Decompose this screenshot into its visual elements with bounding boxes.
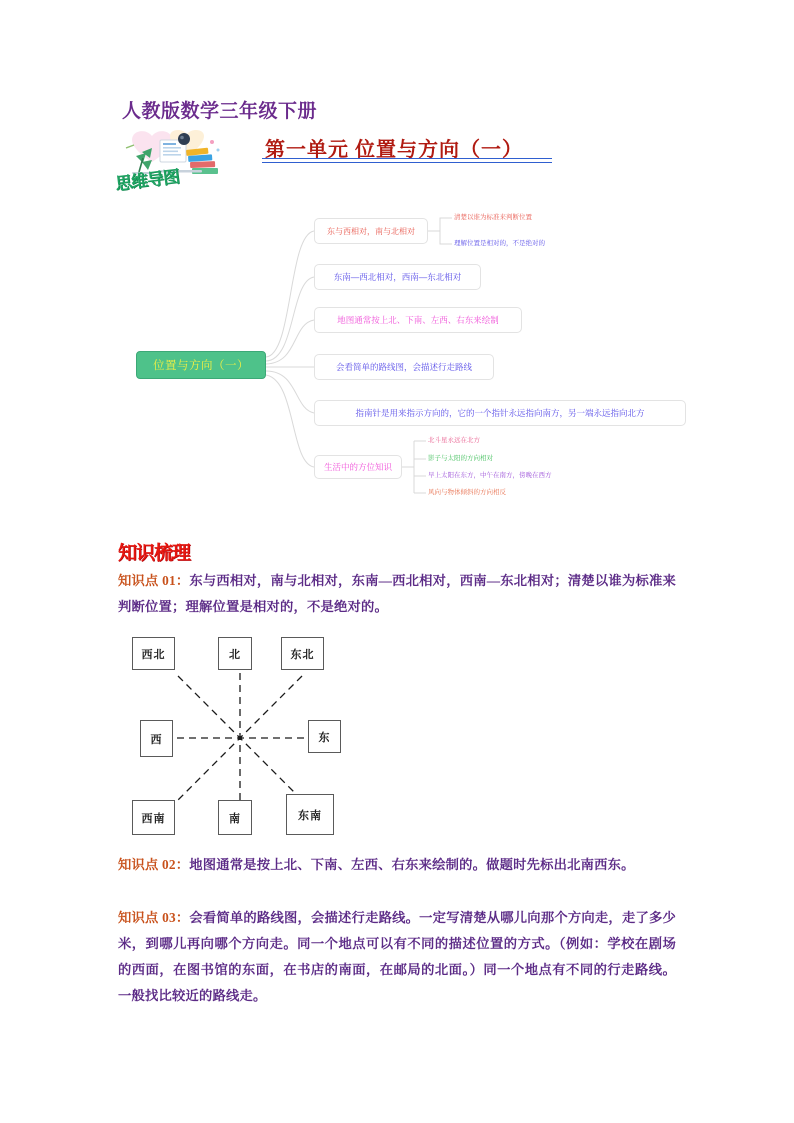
compass-box-east bbox=[308, 720, 341, 753]
mindmap-leaf-6-1: 北斗星永远在北方 bbox=[428, 437, 480, 444]
mindmap-branch-1 bbox=[314, 218, 428, 244]
mindmap-branch-4-label: 会看简单的路线图，会描述行走路线 bbox=[335, 362, 472, 372]
compass-box-northwest bbox=[132, 637, 175, 670]
knowledge-point-01 bbox=[118, 568, 676, 620]
compass-label-southeast: 东南 bbox=[298, 809, 322, 822]
mindmap-leaf-1-2: 理解位置是相对的，不是绝对的 bbox=[454, 240, 545, 247]
mindmap-badge bbox=[112, 126, 230, 198]
mindmap-branch-2-label: 东南—西北相对，西南—东北相对 bbox=[333, 272, 462, 282]
compass-label-west: 西 bbox=[150, 733, 163, 746]
compass-label-northeast: 东北 bbox=[290, 648, 315, 661]
mindmap-branch-3-label: 地图通常按上北、下南、左西、右东来绘制 bbox=[337, 315, 499, 325]
compass-label-northwest: 西北 bbox=[141, 648, 166, 661]
mindmap-branch-5 bbox=[314, 400, 686, 426]
compass-diagram bbox=[122, 628, 372, 843]
knowledge-point-02-text: 地图通常是按上北、下南、左西、右东来绘制的。做题时先标出北南西东。 bbox=[189, 857, 635, 872]
mindmap-root-label: 位置与方向（一） bbox=[153, 360, 249, 372]
section-heading: 知识梳理 bbox=[118, 543, 191, 564]
mindmap-diagram bbox=[118, 205, 688, 525]
mindmap-branch-4 bbox=[314, 354, 494, 380]
knowledge-point-03 bbox=[118, 905, 676, 1009]
compass-box-south bbox=[218, 800, 252, 835]
mindmap-badge-label: 思维导图 bbox=[114, 167, 181, 194]
knowledge-point-01-text: 东与西相对，南与北相对，东南—西北相对，西南—东北相对；清楚以谁为标准来判断位置；理解位置是相对的，不是绝对的。 bbox=[118, 573, 676, 614]
page-title: 第一单元 位置与方向（一） bbox=[265, 139, 523, 161]
mindmap-branch-3 bbox=[314, 307, 522, 333]
mindmap-branch-6-label: 生活中的方位知识 bbox=[323, 462, 392, 472]
knowledge-point-02-label: 知识点 02： bbox=[118, 857, 190, 872]
compass-box-southeast bbox=[286, 794, 334, 835]
knowledge-point-03-label: 知识点 03： bbox=[118, 910, 190, 925]
title-double-underline bbox=[262, 158, 552, 163]
compass-label-east: 东 bbox=[318, 731, 331, 744]
compass-label-southwest: 西南 bbox=[141, 812, 166, 825]
compass-box-northeast bbox=[281, 637, 324, 670]
compass-label-south: 南 bbox=[229, 812, 241, 825]
mindmap-leaf-6-3: 早上太阳在东方，中午在南方，傍晚在西方 bbox=[428, 472, 552, 479]
mindmap-root-node bbox=[136, 351, 266, 379]
compass-label-north: 北 bbox=[229, 648, 241, 661]
mindmap-leaf-6-4: 风向与物体倾斜的方向相反 bbox=[428, 489, 506, 496]
mindmap-leaf-6-2: 影子与太阳的方向相对 bbox=[428, 455, 493, 462]
compass-box-north bbox=[218, 637, 252, 670]
mindmap-leaf-1-1: 清楚以谁为标准来判断位置 bbox=[454, 214, 532, 221]
textbook-edition-line: 人教版数学三年级下册 bbox=[122, 101, 318, 122]
compass-box-west bbox=[140, 720, 173, 757]
knowledge-point-02 bbox=[118, 852, 676, 878]
compass-box-southwest bbox=[132, 800, 175, 835]
mindmap-branch-6 bbox=[314, 455, 402, 479]
mindmap-branch-1-label: 东与西相对，南与北相对 bbox=[327, 226, 415, 236]
knowledge-point-03-text: 会看简单的路线图，会描述行走路线。一定写清楚从哪儿向那个方向走，走了多少米，到哪儿再向哪个方向走。同一个地点可以有不同的描述位置的方式。（例如：学校在剧场的西面，在图书馆的东面，在书店的南面，在邮局的北面。）同一个地点有不同的行走路线。一般找比较近的路线走。 bbox=[118, 910, 676, 1003]
mindmap-branch-5-label: 指南针是用来指示方向的，它的一个指针永远指向南方，另一端永远指向北方 bbox=[355, 408, 645, 418]
mindmap-branch-2 bbox=[314, 264, 481, 290]
knowledge-point-01-label: 知识点 01： bbox=[118, 573, 190, 588]
